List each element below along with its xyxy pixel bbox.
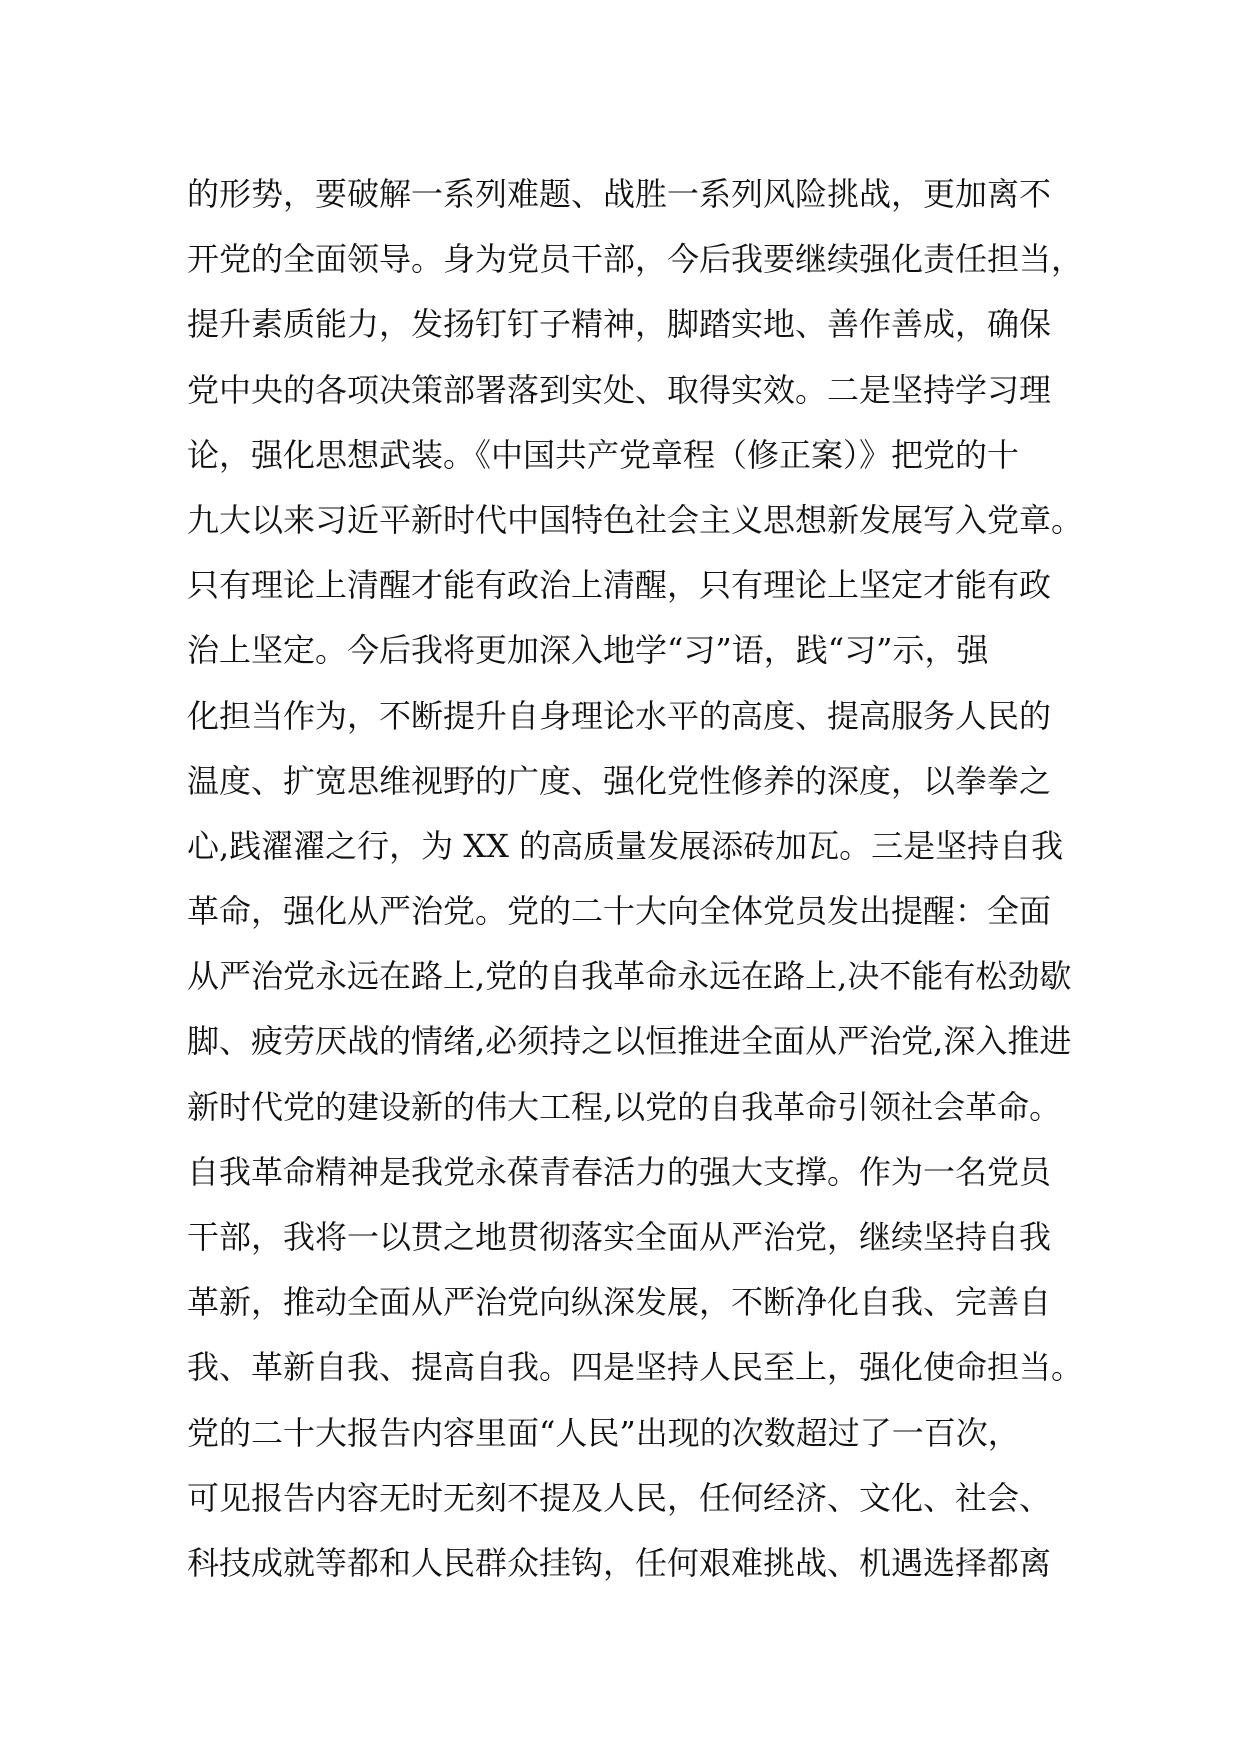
text-line: 脚、疲劳厌战的情绪,必须持之以恒推进全面从严治党,深入推进	[187, 1022, 1072, 1061]
text-line: 九大以来习近平新时代中国特色社会主义思想新发展写入党章。	[187, 500, 1084, 539]
text-line: 治上坚定。今后我将更加深入地学“习”语，践“习”示，强	[187, 631, 989, 670]
text-line: 革新，推动全面从严治党向纵深发展，不断净化自我、完善自	[187, 1283, 1052, 1322]
text-line: 革命，强化从严治党。党的二十大向全体党员发出提醒：全面	[187, 892, 1052, 931]
text-line: 从严治党永远在路上,党的自我革命永远在路上,决不能有松劲歇	[187, 957, 1072, 996]
text-line: 新时代党的建设新的伟大工程,以党的自我革命引领社会革命。	[187, 1087, 1062, 1126]
text-line: 科技成就等都和人民群众挂钩，任何艰难挑战、机遇选择都离	[187, 1543, 1052, 1582]
body-text	[187, 162, 1084, 1596]
text-line: 我、革新自我、提高自我。四是坚持人民至上，强化使命担当。	[187, 1348, 1084, 1387]
text-line: 可见报告内容无时无刻不提及人民，任何经济、文化、社会、	[187, 1478, 1052, 1517]
text-line: 自我革命精神是我党永葆青春活力的强大支撑。作为一名党员	[187, 1152, 1052, 1191]
text-line: 温度、扩宽思维视野的广度、强化党性修养的深度，以拳拳之	[187, 761, 1052, 800]
text-line: 干部，我将一以贯之地贯彻落实全面从严治党，继续坚持自我	[187, 1218, 1052, 1256]
text-line: 的形势，要破解一系列难题、战胜一系列风险挑战，更加离不	[187, 175, 1052, 213]
text-line: 只有理论上清醒才能有政治上清醒，只有理论上坚定才能有政	[187, 566, 1052, 605]
text-line: 论，强化思想武装。《中国共产党章程（修正案）》把党的十	[187, 435, 1020, 474]
text-line: 心,践濯濯之行，为 XX 的高质量发展添砖加瓦。三是坚持自我	[187, 826, 1064, 865]
text-line: 提升素质能力，发扬钉钉子精神，脚踏实地、善作善成，确保	[187, 305, 1052, 344]
text-line: 党中央的各项决策部署落到实处、取得实效。二是坚持学习理	[187, 370, 1052, 409]
text-line: 党的二十大报告内容里面“人民”出现的次数超过了一百次，	[187, 1413, 1020, 1452]
text-line: 化担当作为，不断提升自身理论水平的高度、提高服务人民的	[187, 696, 1052, 735]
text-line: 开党的全面领导。身为党员干部，今后我要继续强化责任担当，	[187, 240, 1084, 279]
